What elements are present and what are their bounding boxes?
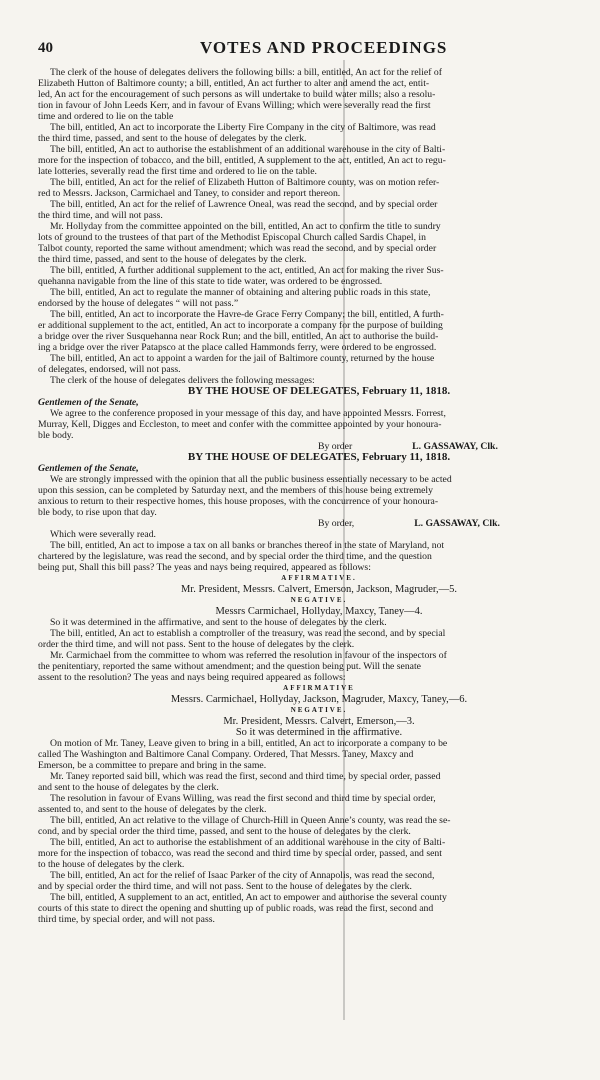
vote-line: So it was determined in the affirmative. <box>235 727 403 738</box>
text-line: Which were severally read. <box>50 529 156 540</box>
vote-line: NEGATIVE. <box>290 706 348 714</box>
text-line: The bill, entitled, A supplement to an act, entitled, An act to empower and authorise the several county <box>50 892 447 903</box>
text-line: Mr. Carmichael from the committee to whom was referred the resolution in favour of the inspectors of <box>50 650 447 661</box>
text-line: The bill, entitled, An act to incorporate the Havre-de Grace Ferry Company; the bill, entitled, A furth- <box>50 309 444 320</box>
vote-line: NEGATIVE. <box>290 596 348 604</box>
text-line: the third time, passed, and sent to the house of delegates by the clerk. <box>38 133 307 144</box>
text-line: ble body, to rise upon that day. <box>38 507 157 518</box>
text-line: Elizabeth Hutton of Baltimore county; a bill, entitled, An act further to alter and amend the act, entit- <box>38 78 430 89</box>
text-line: and by special order the third time, and will not pass. Sent to the house of delegates by the clerk. <box>38 881 412 892</box>
salutation: Gentlemen of the Senate, <box>38 463 139 474</box>
signature-line <box>38 441 600 452</box>
text-line: The bill, entitled, A further additional supplement to the act, entitled, An act for making the river Sus- <box>50 265 444 276</box>
text-line: to the house of delegates by the clerk. <box>38 859 185 870</box>
text-line: So it was determined in the affirmative, and sent to the house of delegates by the clerk. <box>50 617 387 628</box>
salutation: Gentlemen of the Senate, <box>38 397 139 408</box>
text-line: assented to, and sent to the house of delegates by the clerk. <box>38 804 267 815</box>
text-line: We are strongly impressed with the opinion that all the public business essentially necessary to be acted <box>50 474 452 485</box>
page-header <box>38 38 600 60</box>
text-line: Talbot county, reported the same without amendment; which was read the second, and by special order <box>38 243 437 254</box>
by-order-text: By order, <box>318 518 355 529</box>
text-line: The bill, entitled, An act to impose a tax on all banks or branches thereof in the state of Maryland, not <box>50 540 445 551</box>
text-line: time and ordered to lie on the table <box>38 111 174 122</box>
message-heading: BY THE HOUSE OF DELEGATES, February 11, 1818. <box>187 386 451 397</box>
text-line: The bill, entitled, An act to appoint a warden for the jail of Baltimore county, returned by the house <box>50 353 435 364</box>
text-line: courts of this state to direct the opening and shutting up of public roads, was read the first, second and <box>38 903 434 914</box>
vote-line: Mr. President, Messrs. Calvert, Emerson,—3. <box>223 716 415 727</box>
text-line: anxious to return to their respective homes, this house proposes, with the concurrence of your honoura- <box>38 496 439 507</box>
text-line: The clerk of the house of delegates delivers the following bills: a bill, entitled, An act for the relief of <box>50 67 442 78</box>
text-line: red to Messrs. Jackson, Carmichael and Taney, to consider and report thereon. <box>38 188 341 199</box>
text-line: a bridge over the river Susquehanna near Rock Run; and the bill, entitled, An act to authorise the build- <box>38 331 439 342</box>
text-line: called The Washington and Baltimore Canal Company. Ordered, That Messrs. Taney, Maxcy and <box>38 749 414 760</box>
vote-line: Messrs Carmichael, Hollyday, Maxcy, Taney—4. <box>215 606 423 617</box>
text-line: The bill, entitled, An act for the relief of Lawrence Oneal, was read the second, and by special order <box>50 199 438 210</box>
signature-line <box>38 518 600 529</box>
vote-line: AFFIRMATIVE <box>283 684 355 692</box>
by-order-text: By order <box>318 441 353 452</box>
text-line: The bill, entitled, An act to authorise the establishment of an additional warehouse in the city of Balti- <box>50 837 446 848</box>
text-line: of delegates, endorsed, will not pass. <box>38 364 181 375</box>
text-line: We agree to the conference proposed in your message of this day, and have appointed Messrs. Forrest, <box>50 408 446 419</box>
text-line: Emerson, be a committee to prepare and bring in the same. <box>38 760 267 771</box>
text-line: assent to the resolution? The yeas and nays being required appeared as follows: <box>38 672 346 683</box>
text-line: The bill, entitled, An act to regulate the manner of obtaining and altering public roads in this state, <box>50 287 431 298</box>
text-line: lots of ground to the trustees of that part of the Methodist Episcopal Church called Sardis Chapel, in <box>38 232 426 243</box>
text-line: and sent to the house of delegates by the clerk. <box>38 782 219 793</box>
text-line: cond, and by special order the third time, passed, and sent to the house of delegates by the clerk. <box>38 826 411 837</box>
text-line: The bill, entitled, An act for the relief of Isaac Parker of the city of Annapolis, was read the second, <box>50 870 435 881</box>
text-line: being put, Shall this bill pass? The yeas and nays being required, appeared as follows: <box>38 562 371 573</box>
text-line: er additional supplement to the act, entitled, An act to incorporate a company for the purpose of building <box>38 320 443 331</box>
page-number: 40 <box>38 40 53 56</box>
clerk-signature: L. GASSAWAY, Clk. <box>414 518 500 529</box>
text-line: chartered by the legislature, was read the second, and by special order the third time, and the question <box>38 551 432 562</box>
text-line: the third time, passed, and sent to the house of delegates by the clerk. <box>38 254 307 265</box>
vote-line: Mr. President, Messrs. Calvert, Emerson, Jackson, Magruder,—5. <box>180 584 458 595</box>
text-line: The bill, entitled, An act relative to the village of Church-Hill in Queen Anne’s county, was read the se- <box>50 815 451 826</box>
text-line: more for the inspection of tobacco, and the bill, entitled, A supplement to the act, entitled, An act to regu- <box>38 155 446 166</box>
text-line: The bill, entitled, An act for the relief of Elizabeth Hutton of Baltimore county, was on motion refer- <box>50 177 440 188</box>
body-text <box>38 67 600 925</box>
text-line: third time, by special order, and will not pass. <box>38 914 215 925</box>
text-line: led, An act for the encouragement of such persons as will undertake to build water mills; also a resolu- <box>38 89 436 100</box>
clerk-signature: L. GASSAWAY, Clk. <box>412 441 498 452</box>
text-line: The bill, entitled, An act to establish a comptroller of the treasury, was read the second, and by special <box>50 628 446 639</box>
running-head: VOTES AND PROCEEDINGS <box>200 38 448 57</box>
text-line: The resolution in favour of Evans Willing, was read the first second and third time by special order, <box>50 793 436 804</box>
text-line: ing a bridge over the river Patapsco at the place called Hammonds ferry, were ordered to be engrossed. <box>38 342 437 353</box>
message-heading: BY THE HOUSE OF DELEGATES, February 11, 1818. <box>187 452 451 463</box>
text-line: order the third time, and will not pass. Sent to the house of delegates by the clerk. <box>38 639 355 650</box>
text-line: quehanna navigable from the line of this state to tide water, was ordered to be engrossed. <box>38 276 383 287</box>
text-line: the third time, and will not pass. <box>38 210 163 221</box>
vote-line: Messrs. Carmichael, Hollyday, Jackson, Magruder, Maxcy, Taney,—6. <box>170 694 468 705</box>
text-line: Mr. Hollyday from the committee appointed on the bill, entitled, An act to confirm the title to sundry <box>50 221 441 232</box>
text-line: the penitentiary, reported the same without amendment; and the question being put. Will the senate <box>38 661 421 672</box>
text-line: Murray, Kell, Digges and Eccleston, to meet and confer with the committee appointed by your honoura- <box>38 419 442 430</box>
text-line: ble body. <box>38 430 74 441</box>
text-line: The bill, entitled, An act to incorporate the Liberty Fire Company in the city of Baltimore, was read <box>50 122 436 133</box>
vote-line: AFFIRMATIVE. <box>281 574 357 582</box>
text-line: The bill, entitled, An act to authorise the establishment of an additional warehouse in the city of Balti- <box>50 144 446 155</box>
text-line: more for the inspection of tobacco, was read the second and third time by special order, passed, and sent <box>38 848 442 859</box>
page-fold-line <box>343 60 345 1020</box>
text-line: endorsed by the house of delegates “ will not pass.” <box>38 298 239 309</box>
text-line: On motion of Mr. Taney, Leave given to bring in a bill, entitled, An act to incorporate a company to be <box>50 738 448 749</box>
text-line: late lotteries, severally read the first time and ordered to lie on the table. <box>38 166 317 177</box>
text-line: tion in favour of John Leeds Kerr, and in favour of Evans Willing; which were severally read the first <box>38 100 431 111</box>
text-line: The clerk of the house of delegates delivers the following messages: <box>50 375 315 386</box>
text-line: upon this session, can be completed by Saturday next, and the members of this house being extremely <box>38 485 433 496</box>
text-line: Mr. Taney reported said bill, which was read the first, second and third time, by special order, passed <box>50 771 441 782</box>
